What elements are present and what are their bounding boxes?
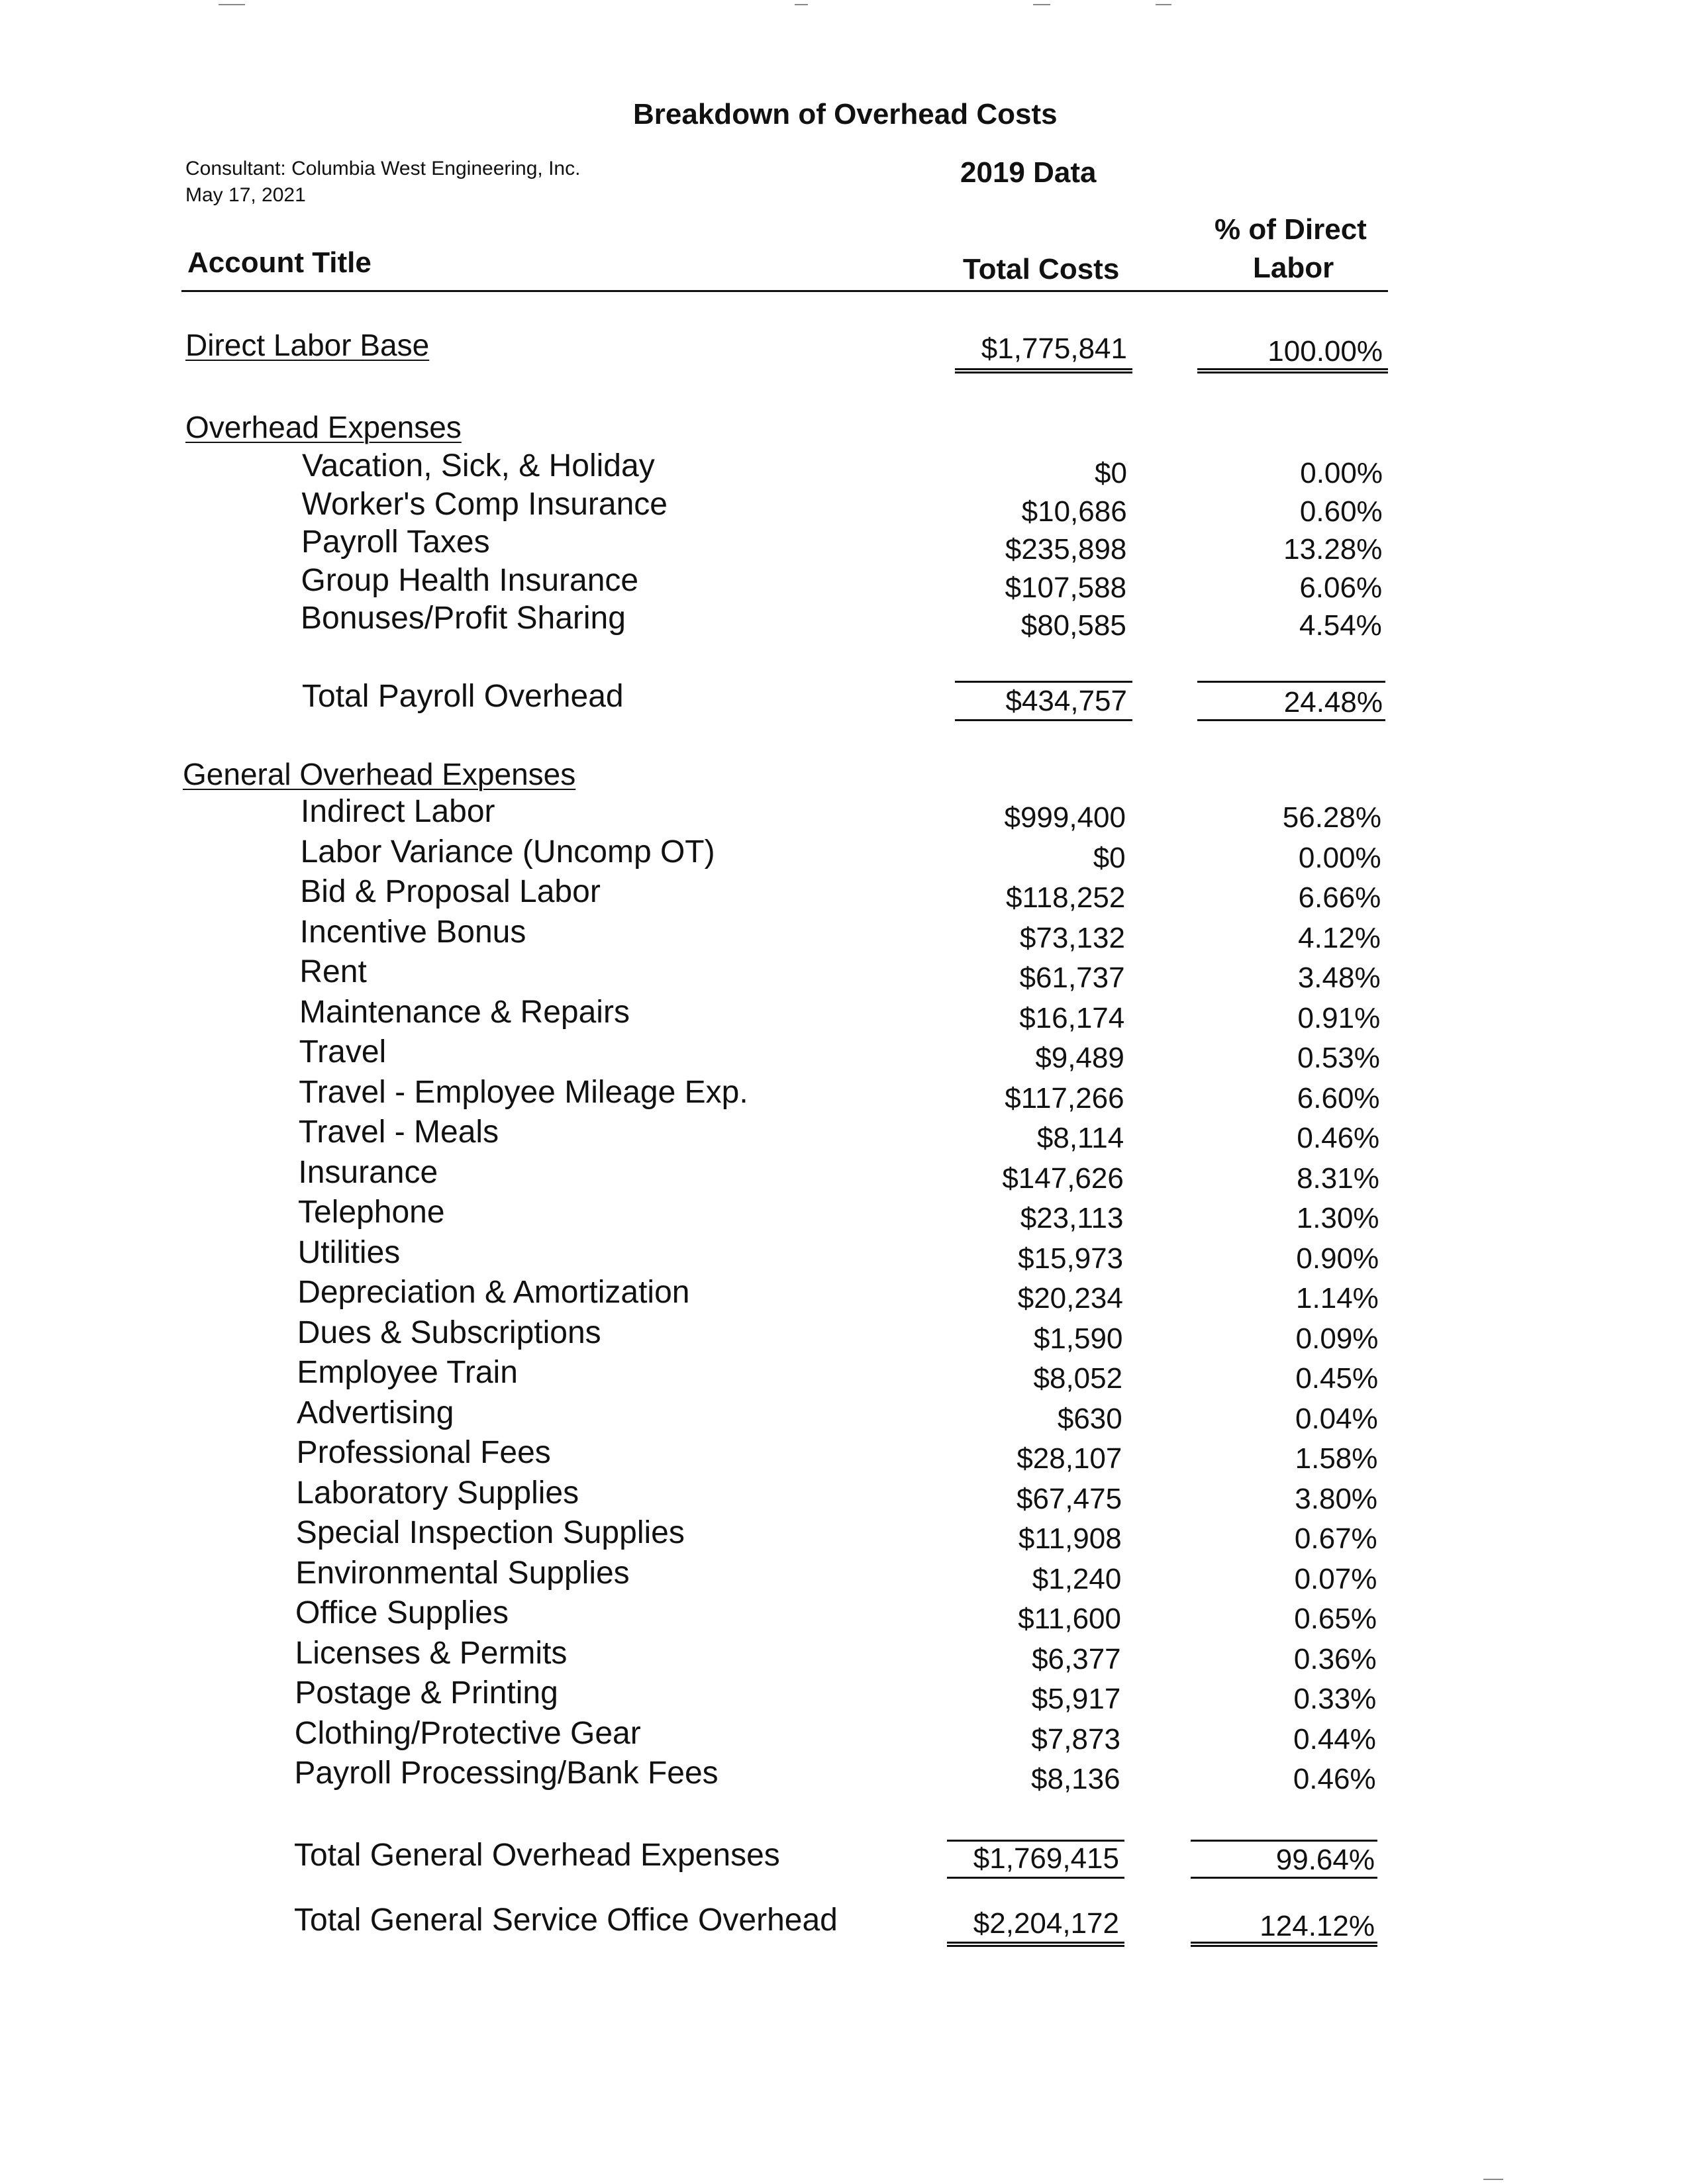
line-item-label: Incentive Bonus bbox=[299, 914, 526, 950]
line-item-label: Labor Variance (Uncomp OT) bbox=[300, 834, 715, 869]
column-header-pct-line2: Labor bbox=[1253, 252, 1334, 284]
line-item-pct: 6.06% bbox=[1299, 571, 1383, 604]
line-item-pct: 0.90% bbox=[1296, 1242, 1379, 1275]
scan-mark bbox=[1156, 4, 1171, 5]
line-item-label: Travel - Employee Mileage Exp. bbox=[299, 1074, 748, 1110]
payroll-overhead-pct: 24.48% bbox=[1283, 686, 1383, 719]
line-item-total: $118,252 bbox=[1006, 881, 1126, 914]
direct-labor-pct-double-rule bbox=[1197, 368, 1388, 373]
direct-labor-total-double-rule bbox=[955, 368, 1132, 373]
grand-total-label: Total General Service Office Overhead bbox=[294, 1903, 838, 1938]
line-item-label: Professional Fees bbox=[296, 1435, 551, 1470]
line-item-label: Office Supplies bbox=[295, 1595, 509, 1630]
scan-mark bbox=[219, 4, 245, 5]
line-item-total: $1,240 bbox=[1032, 1562, 1122, 1595]
header-rule bbox=[181, 290, 1388, 292]
line-item-label: Clothing/Protective Gear bbox=[294, 1715, 641, 1751]
line-item-label: Vacation, Sick, & Holiday bbox=[302, 448, 655, 483]
report-date: May 17, 2021 bbox=[185, 184, 306, 206]
line-item-pct: 0.07% bbox=[1294, 1562, 1377, 1595]
line-item-pct: 8.31% bbox=[1297, 1162, 1379, 1195]
line-item-label: Licenses & Permits bbox=[295, 1635, 568, 1671]
payroll-pct-top-rule bbox=[1197, 681, 1385, 683]
general-pct-bottom-rule bbox=[1191, 1877, 1377, 1879]
payroll-pct-bottom-rule bbox=[1197, 719, 1385, 721]
line-item-pct: 56.28% bbox=[1282, 801, 1381, 834]
line-item-label: Travel - Meals bbox=[298, 1115, 499, 1150]
line-item-total: $15,973 bbox=[1018, 1242, 1124, 1275]
general-overhead-total-label: Total General Overhead Expenses bbox=[294, 1838, 780, 1873]
scan-mark bbox=[1483, 2179, 1503, 2180]
payroll-total-top-rule bbox=[955, 681, 1132, 683]
overhead-heading: Overhead Expenses bbox=[185, 410, 462, 444]
column-header-account-title: Account Title bbox=[187, 246, 372, 279]
line-item-total: $8,114 bbox=[1036, 1122, 1124, 1154]
line-item-total: $8,136 bbox=[1031, 1763, 1120, 1795]
line-item-pct: 0.09% bbox=[1295, 1322, 1379, 1355]
payroll-total-bottom-rule bbox=[955, 719, 1132, 721]
data-year: 2019 Data bbox=[960, 156, 1097, 189]
line-item-total: $28,107 bbox=[1017, 1442, 1122, 1475]
scan-mark bbox=[1033, 4, 1050, 5]
line-item-label: Worker's Comp Insurance bbox=[301, 486, 668, 522]
line-item-label: Laboratory Supplies bbox=[296, 1475, 579, 1511]
general-pct-top-rule bbox=[1191, 1840, 1377, 1842]
line-item-pct: 3.80% bbox=[1295, 1482, 1378, 1515]
payroll-overhead-total: $434,757 bbox=[1005, 685, 1127, 717]
line-item-total: $0 bbox=[1093, 841, 1126, 874]
grand-total-pct: 124.12% bbox=[1260, 1910, 1375, 1942]
line-item-label: Payroll Taxes bbox=[301, 524, 490, 560]
line-item-pct: 3.48% bbox=[1297, 962, 1381, 994]
direct-labor-total: $1,775,841 bbox=[981, 332, 1127, 365]
line-item-pct: 0.91% bbox=[1297, 1001, 1381, 1034]
line-item-pct: 0.36% bbox=[1293, 1642, 1377, 1675]
line-item-label: Insurance bbox=[298, 1154, 438, 1190]
line-item-pct: 0.46% bbox=[1297, 1122, 1380, 1154]
direct-labor-pct: 100.00% bbox=[1267, 335, 1383, 368]
line-item-total: $61,737 bbox=[1019, 962, 1125, 994]
general-total-bottom-rule bbox=[947, 1877, 1124, 1879]
document-title: Breakdown of Overhead Costs bbox=[633, 98, 1058, 130]
line-item-total: $23,113 bbox=[1020, 1202, 1124, 1234]
direct-labor-label: Direct Labor Base bbox=[185, 328, 430, 362]
line-item-total: $9,489 bbox=[1035, 1042, 1124, 1074]
column-header-pct-line1: % of Direct bbox=[1215, 213, 1367, 246]
line-item-label: Payroll Processing/Bank Fees bbox=[294, 1756, 719, 1791]
line-item-total: $20,234 bbox=[1017, 1282, 1123, 1315]
grand-total-pct-double-rule bbox=[1191, 1942, 1377, 1947]
line-item-label: Maintenance & Repairs bbox=[299, 994, 630, 1030]
line-item-pct: 0.65% bbox=[1294, 1603, 1377, 1635]
line-item-pct: 4.12% bbox=[1298, 921, 1381, 954]
line-item-total: $999,400 bbox=[1004, 801, 1126, 834]
scan-mark bbox=[795, 4, 808, 5]
line-item-total: $73,132 bbox=[1019, 921, 1125, 954]
line-item-pct: 0.44% bbox=[1293, 1722, 1376, 1756]
line-item-total: $11,600 bbox=[1018, 1603, 1121, 1635]
line-item-label: Postage & Printing bbox=[295, 1675, 558, 1711]
line-item-total: $107,588 bbox=[1005, 571, 1127, 604]
line-item-pct: 1.58% bbox=[1295, 1442, 1378, 1475]
general-overhead-heading: General Overhead Expenses bbox=[183, 757, 576, 791]
line-item-total: $16,174 bbox=[1019, 1001, 1125, 1034]
line-item-total: $11,908 bbox=[1018, 1522, 1122, 1555]
line-item-total: $8,052 bbox=[1033, 1362, 1123, 1395]
grand-total-cost-double-rule bbox=[947, 1942, 1124, 1947]
line-item-total: $5,917 bbox=[1031, 1683, 1121, 1715]
line-item-pct: 1.30% bbox=[1296, 1202, 1379, 1234]
line-item-pct: 0.04% bbox=[1295, 1402, 1378, 1435]
line-item-total: $10,686 bbox=[1021, 495, 1127, 528]
general-total-top-rule bbox=[947, 1840, 1124, 1842]
line-item-total: $147,626 bbox=[1002, 1162, 1124, 1195]
line-item-label: Employee Train bbox=[297, 1355, 518, 1390]
line-item-pct: 0.00% bbox=[1300, 457, 1383, 489]
general-overhead-pct: 99.64% bbox=[1275, 1844, 1375, 1876]
line-item-label: Bonuses/Profit Sharing bbox=[301, 601, 626, 636]
grand-total-cost: $2,204,172 bbox=[973, 1907, 1119, 1940]
line-item-pct: 0.46% bbox=[1293, 1763, 1376, 1795]
line-item-pct: 0.33% bbox=[1293, 1683, 1377, 1715]
line-item-pct: 4.54% bbox=[1299, 609, 1382, 642]
line-item-label: Utilities bbox=[297, 1234, 401, 1270]
line-item-label: Dues & Subscriptions bbox=[297, 1315, 601, 1350]
line-item-total: $6,377 bbox=[1032, 1642, 1121, 1675]
line-item-label: Special Inspection Supplies bbox=[295, 1515, 685, 1550]
line-item-pct: 0.00% bbox=[1298, 841, 1381, 874]
line-item-pct: 6.66% bbox=[1298, 881, 1381, 914]
general-overhead-total: $1,769,415 bbox=[973, 1842, 1119, 1875]
line-item-label: Group Health Insurance bbox=[301, 562, 639, 598]
line-item-pct: 0.60% bbox=[1299, 495, 1383, 528]
line-item-pct: 13.28% bbox=[1283, 533, 1383, 566]
consultant-line: Consultant: Columbia West Engineering, Inc. bbox=[185, 158, 581, 179]
line-item-label: Environmental Supplies bbox=[295, 1555, 630, 1591]
line-item-label: Telephone bbox=[298, 1195, 445, 1230]
line-item-label: Bid & Proposal Labor bbox=[300, 874, 601, 909]
line-item-total: $235,898 bbox=[1005, 533, 1127, 566]
line-item-pct: 1.14% bbox=[1296, 1282, 1379, 1315]
line-item-label: Rent bbox=[299, 954, 367, 989]
line-item-total: $67,475 bbox=[1016, 1482, 1122, 1515]
line-item-label: Depreciation & Amortization bbox=[297, 1275, 690, 1310]
line-item-total: $0 bbox=[1095, 457, 1127, 489]
line-item-pct: 0.45% bbox=[1295, 1362, 1379, 1395]
line-item-label: Indirect Labor bbox=[301, 794, 495, 829]
line-item-total: $80,585 bbox=[1020, 609, 1126, 642]
line-item-total: $117,266 bbox=[1005, 1081, 1124, 1115]
column-header-total-costs: Total Costs bbox=[963, 253, 1120, 285]
line-item-label: Travel bbox=[299, 1034, 387, 1069]
line-item-total: $7,873 bbox=[1031, 1722, 1120, 1756]
line-item-pct: 6.60% bbox=[1297, 1081, 1380, 1115]
line-item-pct: 0.67% bbox=[1294, 1522, 1377, 1555]
line-item-pct: 0.53% bbox=[1297, 1042, 1380, 1074]
line-item-label: Advertising bbox=[297, 1395, 454, 1430]
line-item-total: $630 bbox=[1057, 1402, 1122, 1435]
payroll-overhead-total-label: Total Payroll Overhead bbox=[302, 679, 624, 714]
line-item-total: $1,590 bbox=[1033, 1322, 1123, 1355]
